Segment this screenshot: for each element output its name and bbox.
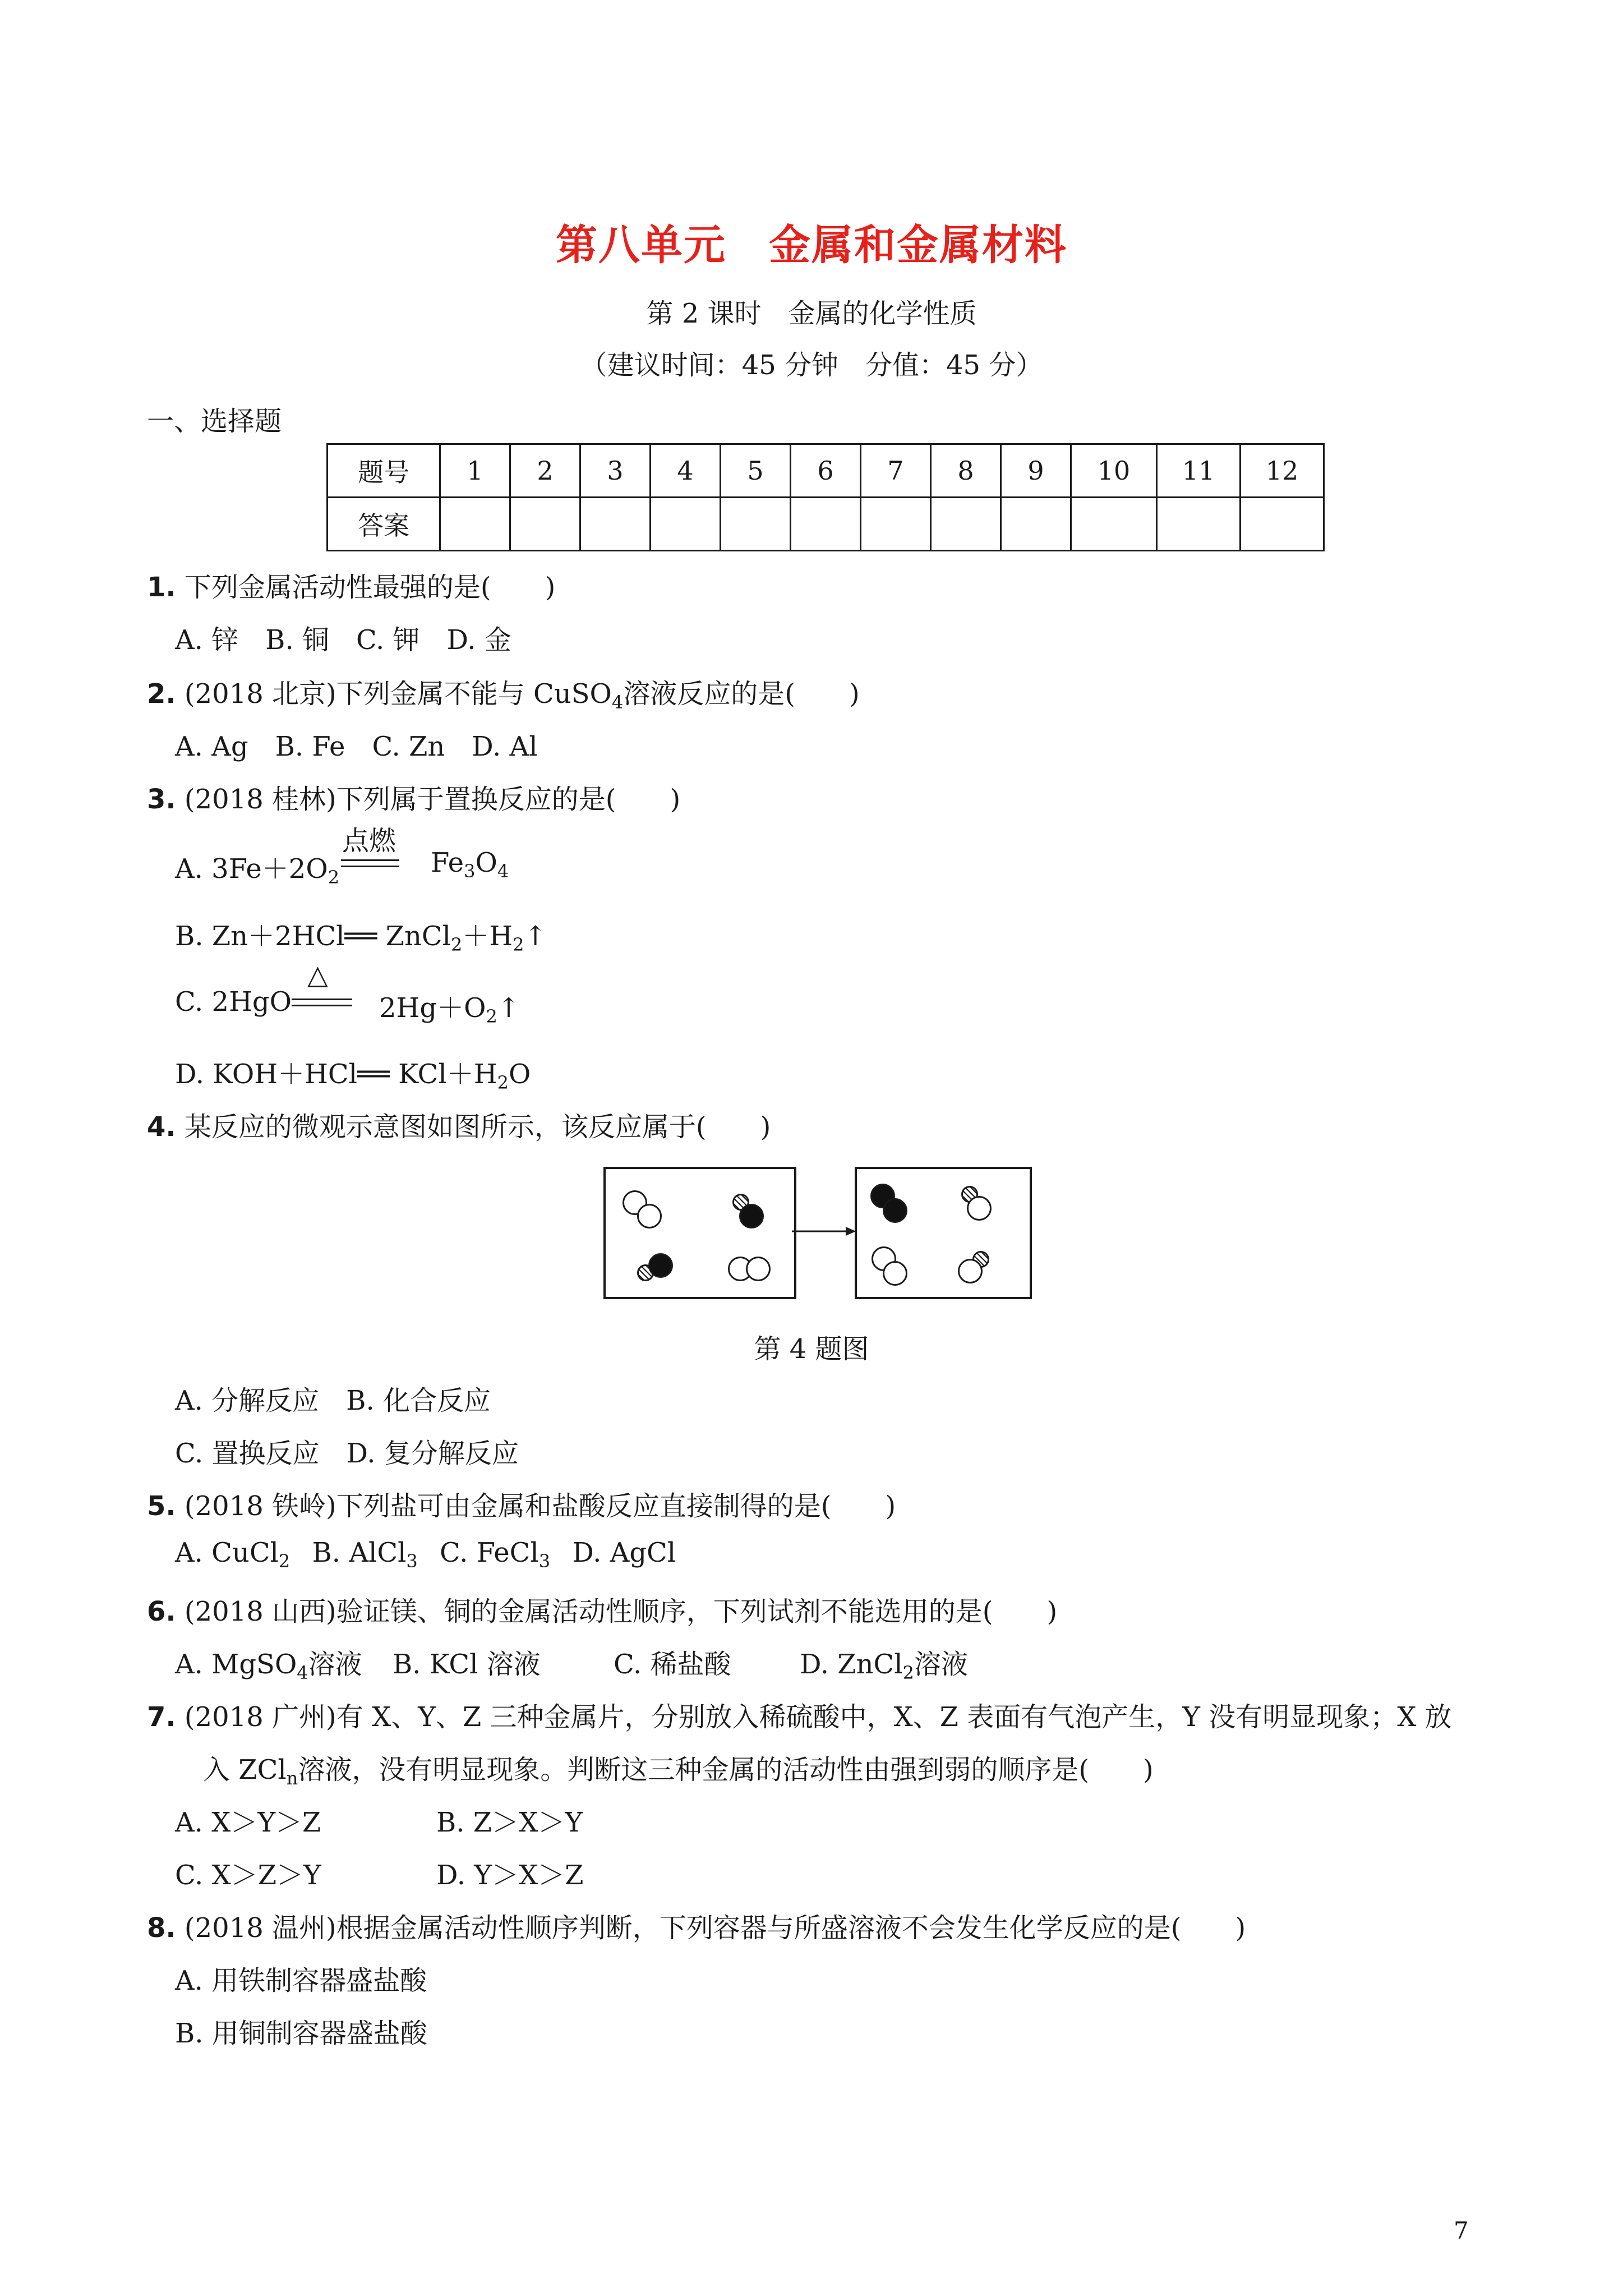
question-stem: 下列金属活动性最强的是( ) xyxy=(184,572,556,603)
question-stem: (2018 北京)下列金属不能与 CuSO xyxy=(184,678,612,710)
answer-cell[interactable] xyxy=(861,498,931,551)
answer-cell[interactable] xyxy=(1157,498,1241,551)
answer-cell[interactable] xyxy=(931,498,1001,551)
products-box xyxy=(855,1167,1032,1299)
figure-caption: 第 4 题图 xyxy=(754,1333,869,1365)
page-number: 7 xyxy=(1454,2217,1469,2244)
question-stem: (2018 温州)根据金属活动性顺序判断，下列容器与所盛溶液不会发生化学反应的是( ) xyxy=(184,1912,1246,1944)
table-cell: 6 xyxy=(791,444,861,498)
table-cell: 5 xyxy=(721,444,791,498)
q7-option-b: B. Z＞X＞Y xyxy=(436,1807,583,1838)
q7-option-d: D. Y＞X＞Z xyxy=(436,1860,584,1891)
table-cell: 2 xyxy=(510,444,580,498)
answer-cell[interactable] xyxy=(1071,498,1157,551)
question-5 xyxy=(147,1484,896,1523)
table-row xyxy=(328,444,1324,498)
answer-cell[interactable] xyxy=(1241,498,1324,551)
table-cell: 11 xyxy=(1157,444,1241,498)
question-number: 4. xyxy=(147,1111,176,1143)
q8-option-b: B. 用铜制容器盛盐酸 xyxy=(175,2018,427,2049)
reaction-condition: 点燃 xyxy=(342,825,396,857)
double-line-equals xyxy=(292,999,352,1006)
table-cell: 4 xyxy=(651,444,721,498)
unit-title: 第八单元 金属和金属材料 xyxy=(556,221,1067,269)
q6-option-c: C. 稀盐酸 xyxy=(614,1649,731,1680)
white-atom xyxy=(746,1257,771,1281)
q2-options: A. Ag B. Fe C. Zn D. Al xyxy=(175,731,538,762)
question-stem: (2018 山西)验证镁、铜的金属活动性顺序，下列试剂不能选用的是( ) xyxy=(184,1596,1058,1627)
black-atom xyxy=(739,1204,764,1228)
table-row xyxy=(328,498,1324,551)
question-stem: (2018 铁岭)下列盐可由金属和盐酸反应直接制得的是( ) xyxy=(184,1490,896,1522)
question-7 xyxy=(147,1695,1452,1734)
q1-options: A. 锌 B. 铜 C. 钾 D. 金 xyxy=(175,624,511,656)
lesson-title: 第 2 课时 金属的化学性质 xyxy=(646,298,977,329)
table-cell: 10 xyxy=(1071,444,1157,498)
q6-option-a: A. MgSO$_4$溶液 xyxy=(175,1649,362,1683)
answer-cell[interactable] xyxy=(440,498,510,551)
time-score-advice: （建议时间：45 分钟 分值：45 分） xyxy=(580,349,1043,381)
q7-option-a: A. X＞Y＞Z xyxy=(175,1807,321,1838)
q5-options: A. CuCl$_2$ B. AlCl$_3$ C. FeCl$_3$ D. AgCl xyxy=(175,1537,676,1572)
q6-option-b: B. KCl 溶液 xyxy=(393,1649,541,1680)
white-atom xyxy=(637,1204,662,1228)
q8-option-a: A. 用铁制容器盛盐酸 xyxy=(175,1965,427,1996)
white-atom xyxy=(883,1261,907,1286)
question-number: 8. xyxy=(147,1912,176,1944)
q3-option-b: B. Zn＋2HCl══ $ZnCl_2+H_2↑$ xyxy=(175,921,547,955)
heat-symbol: △ xyxy=(307,959,328,991)
white-atom xyxy=(967,1196,992,1221)
q3-option-a-reactants: A. $3Fe+2O_2$ xyxy=(175,853,340,888)
question-number: 3. xyxy=(147,784,176,815)
question-number: 2. xyxy=(147,678,176,710)
question-6 xyxy=(147,1590,1057,1628)
question-7-line2: 入 ZCl$_n$溶液，没有明显现象。判断这三种金属的活动性由强到弱的顺序是( ) xyxy=(203,1754,1154,1789)
q3-option-d: D. KOH＋HCl══ $KCl+H_2O$ xyxy=(175,1059,531,1093)
question-2 xyxy=(147,672,860,711)
q7-option-c: C. X＞Z＞Y xyxy=(175,1860,321,1891)
question-stem: (2018 桂林)下列属于置换反应的是( ) xyxy=(184,784,681,815)
table-cell: 3 xyxy=(580,444,651,498)
answer-cell[interactable] xyxy=(1001,498,1071,551)
table-cell: 1 xyxy=(440,444,510,498)
answer-table xyxy=(326,443,1325,551)
question-1 xyxy=(147,565,555,604)
question-number: 5. xyxy=(147,1490,176,1522)
question-3 xyxy=(147,777,680,816)
q4-options-row1: A. 分解反应 B. 化合反应 xyxy=(175,1385,491,1416)
q6-option-d: D. ZnCl$_2$溶液 xyxy=(800,1649,969,1683)
question-stem: 某反应的微观示意图如图所示，该反应属于( ) xyxy=(184,1111,771,1143)
answer-cell[interactable] xyxy=(721,498,791,551)
black-atom xyxy=(648,1253,673,1278)
row-label-number: 题号 xyxy=(328,444,440,498)
black-atom xyxy=(883,1198,907,1223)
question-stem: (2018 广州)有 X、Y、Z 三种金属片，分别放入稀硫酸中，X、Z 表面有气泡产生，Y 没有明显现象；X 放 xyxy=(184,1701,1452,1733)
question-4 xyxy=(147,1105,771,1144)
answer-cell[interactable] xyxy=(510,498,580,551)
question-stem: 溶液反应的是( ) xyxy=(623,678,860,710)
question-8 xyxy=(147,1906,1246,1945)
q3-option-a-products: $Fe_3O_4$ xyxy=(431,847,509,882)
white-atom xyxy=(958,1259,983,1283)
question-number: 1. xyxy=(147,572,176,603)
reactants-box xyxy=(603,1167,796,1299)
answer-cell[interactable] xyxy=(651,498,721,551)
q3-option-c-reactants: C. 2HgO xyxy=(175,986,292,1018)
q4-options-row2: C. 置换反应 D. 复分解反应 xyxy=(175,1438,519,1469)
table-cell: 9 xyxy=(1001,444,1071,498)
table-cell: 7 xyxy=(861,444,931,498)
table-cell: 8 xyxy=(931,444,1001,498)
question-number: 7. xyxy=(147,1701,176,1733)
table-cell: 12 xyxy=(1241,444,1324,498)
question-number: 6. xyxy=(147,1596,176,1627)
double-line-equals xyxy=(341,859,399,867)
row-label-answer: 答案 xyxy=(328,498,440,551)
q3-option-c-products: $2Hg+O_2↑$ xyxy=(379,992,520,1027)
arrow-icon xyxy=(792,1223,856,1240)
answer-cell[interactable] xyxy=(580,498,651,551)
answer-cell[interactable] xyxy=(791,498,861,551)
subscript: 4 xyxy=(611,692,624,713)
section-title: 一、选择题 xyxy=(147,406,282,437)
